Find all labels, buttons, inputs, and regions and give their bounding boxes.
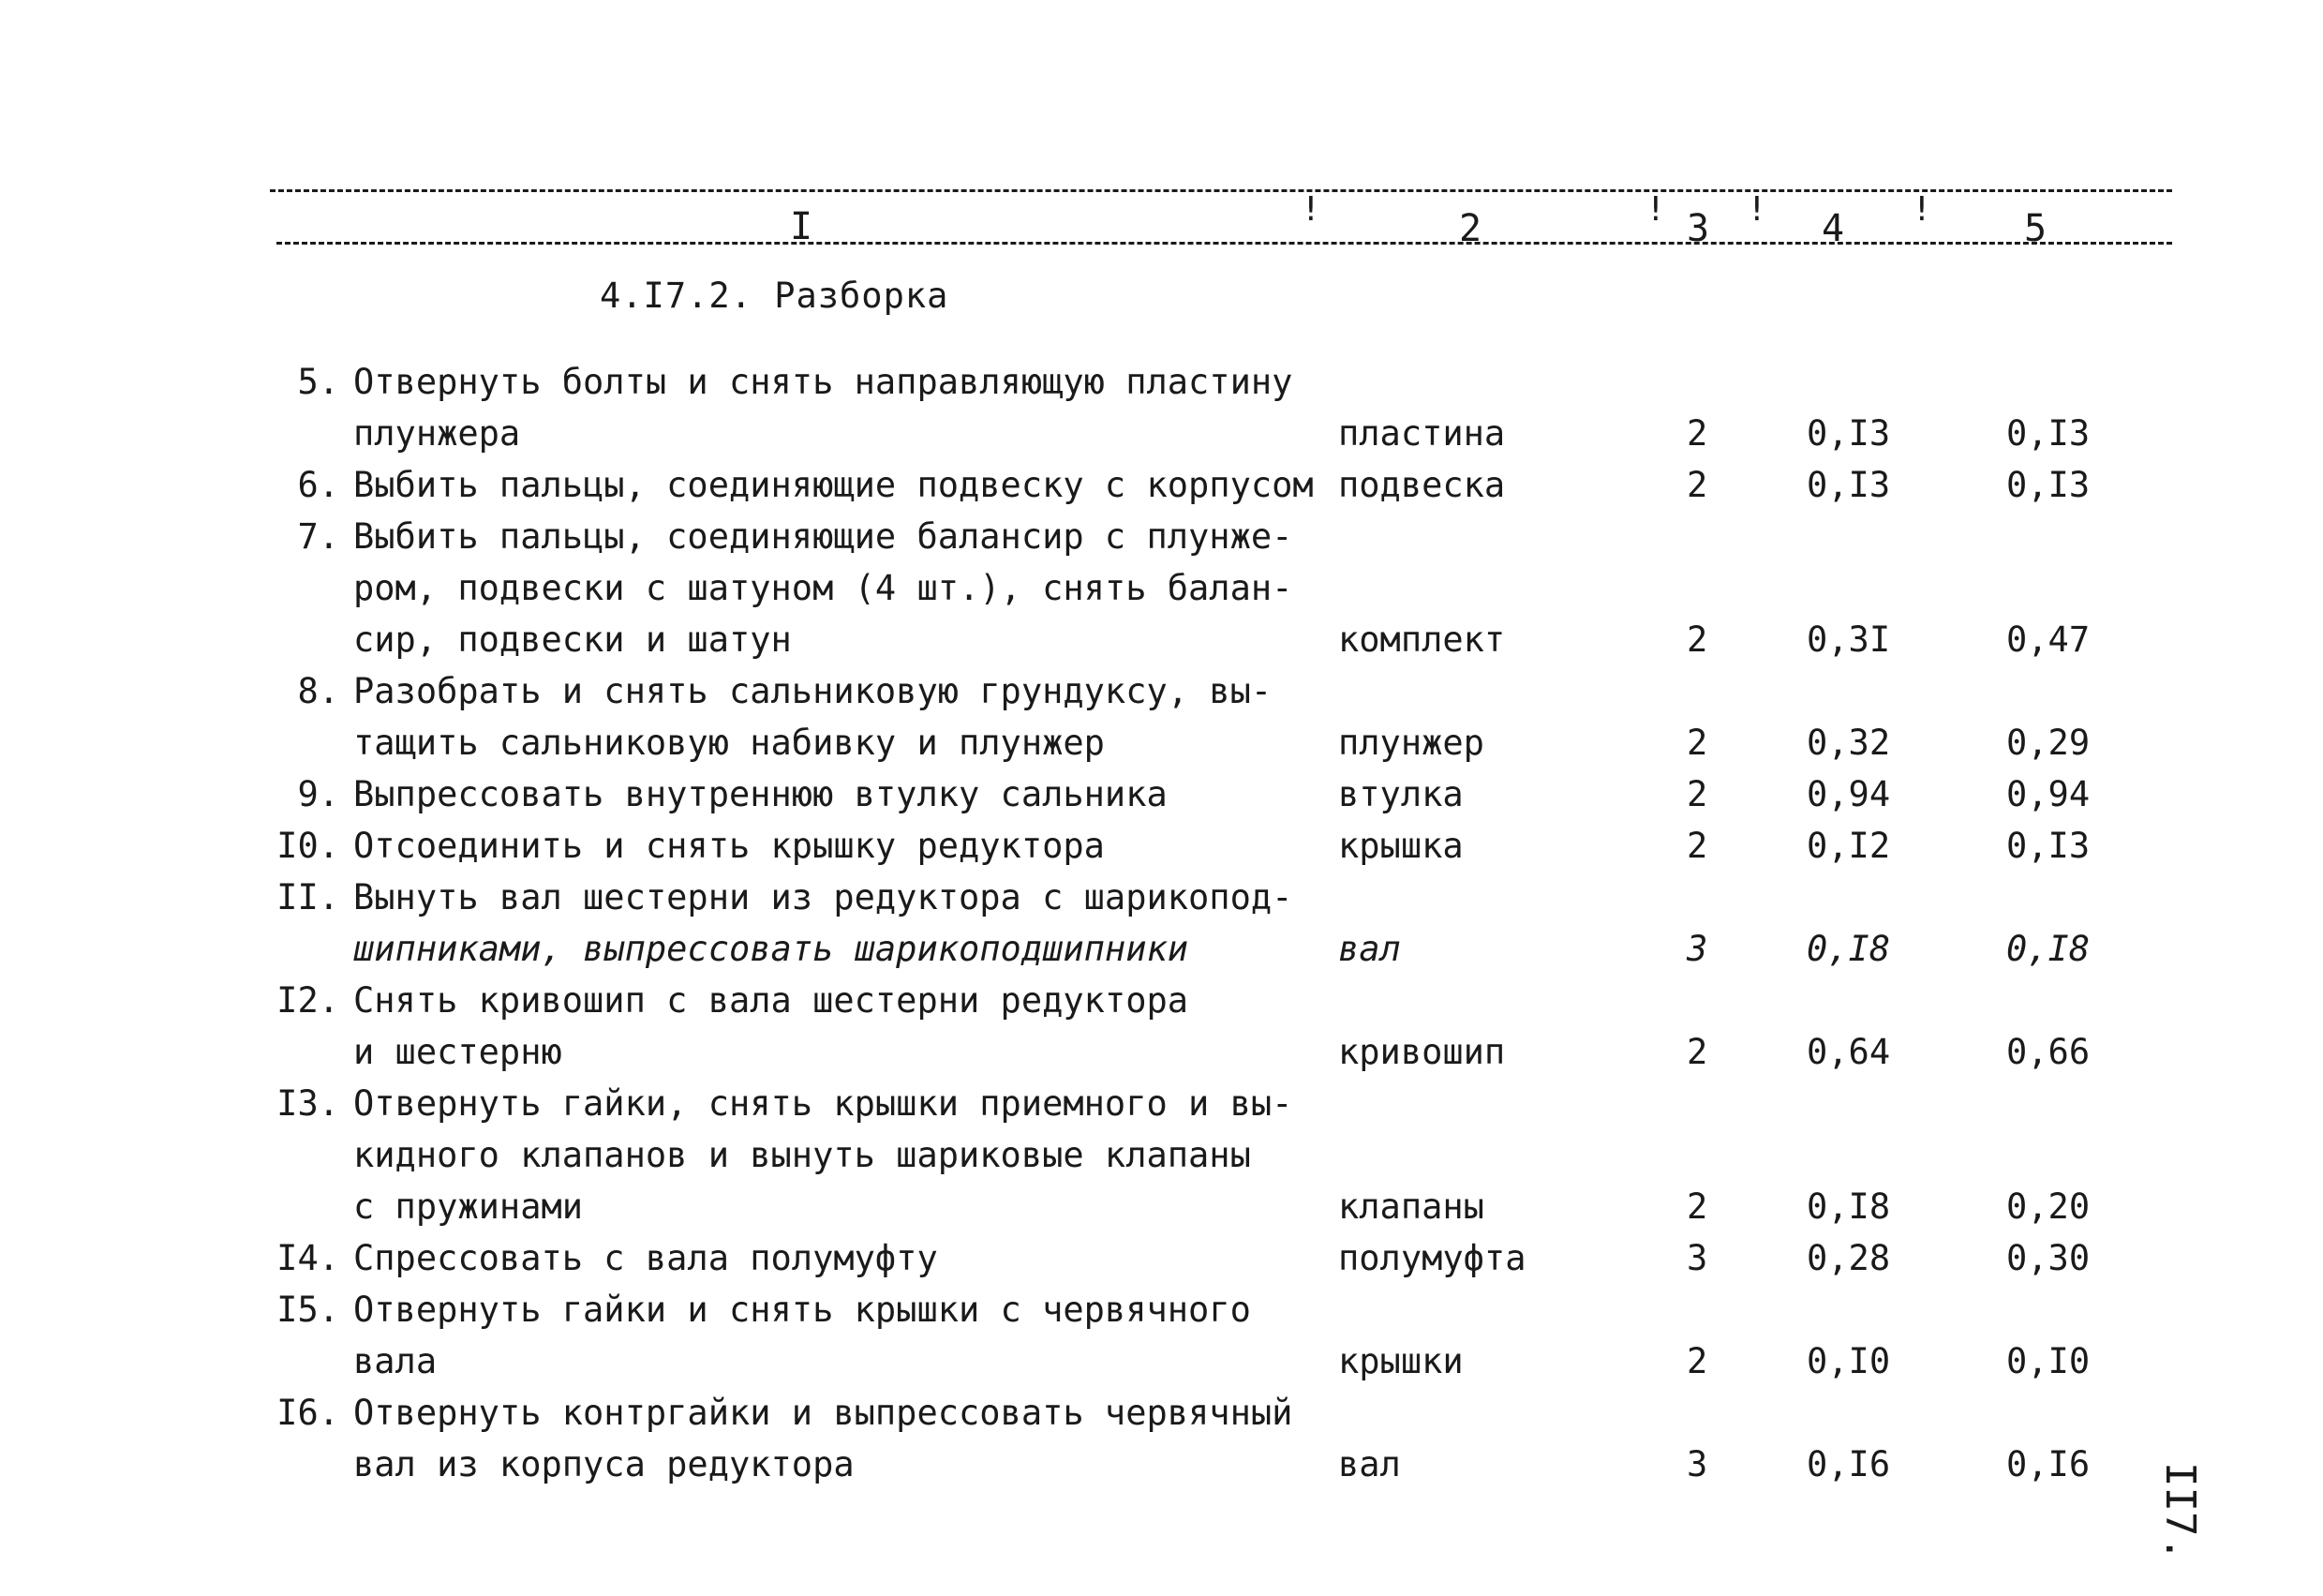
section-title: 4.I7.2. Разборка <box>600 276 949 316</box>
header-separator: ! <box>1645 190 1666 229</box>
list-item <box>0 1439 2323 1490</box>
item-number: I6. <box>276 1393 339 1433</box>
header-col-2: 2 <box>1459 207 1482 250</box>
item-number: 7. <box>297 516 339 557</box>
item-value-5: 0,47 <box>2006 619 2091 660</box>
item-category: 2 <box>1687 619 1708 660</box>
item-category: 2 <box>1687 1186 1708 1227</box>
list-item <box>0 923 2323 975</box>
item-text: Выбить пальцы, соединяющие балансир с плунже- <box>353 516 1293 557</box>
item-number: 9. <box>297 774 339 814</box>
item-text: Спрессовать с вала полумуфту <box>353 1238 938 1278</box>
header-col-3: 3 <box>1687 207 1710 250</box>
item-value-4: 0,I3 <box>1807 413 1891 454</box>
list-item <box>0 1026 2323 1078</box>
item-text: тащить сальниковую набивку и плунжер <box>353 723 1105 763</box>
list-item <box>0 1387 2323 1439</box>
item-object: полумуфта <box>1338 1238 1526 1278</box>
item-text: вала <box>353 1341 438 1381</box>
list-item <box>0 1129 2323 1181</box>
item-object: комплект <box>1338 619 1506 660</box>
item-value-4: 0,I2 <box>1807 826 1891 866</box>
item-object: клапаны <box>1338 1186 1484 1227</box>
list-item <box>0 1078 2323 1129</box>
item-value-4: 0,28 <box>1807 1238 1891 1278</box>
item-category: 3 <box>1687 1238 1708 1278</box>
item-category: 2 <box>1687 774 1708 814</box>
list-item <box>0 459 2323 511</box>
item-object: пластина <box>1338 413 1506 454</box>
item-number: I2. <box>276 980 339 1021</box>
item-object: крышка <box>1338 826 1464 866</box>
item-text: кидного клапанов и вынуть шариковые клапаны <box>353 1135 1251 1175</box>
item-value-5: 0,66 <box>2006 1032 2091 1072</box>
list-item <box>0 1181 2323 1232</box>
item-number: II. <box>276 877 339 917</box>
item-text: Выпрессовать внутреннюю втулку сальника <box>353 774 1168 814</box>
item-text: Снять кривошип с вала шестерни редуктора <box>353 980 1189 1021</box>
item-value-5: 0,I6 <box>2006 1444 2091 1484</box>
item-category: 3 <box>1687 1444 1708 1484</box>
item-value-4: 0,32 <box>1807 723 1891 763</box>
list-item <box>0 511 2323 562</box>
item-value-4: 0,I0 <box>1807 1341 1891 1381</box>
item-value-4: 0,I3 <box>1807 465 1891 505</box>
item-number: 5. <box>297 362 339 402</box>
header-col-5: 5 <box>2024 207 2048 250</box>
item-value-5: 0,29 <box>2006 723 2091 763</box>
list-item <box>0 1284 2323 1335</box>
item-text: Отвернуть гайки и снять крышки с червячного <box>353 1290 1251 1330</box>
item-text: ром, подвески с шатуном (4 шт.), снять балан- <box>353 568 1293 608</box>
item-object: втулка <box>1338 774 1464 814</box>
item-value-5: 0,I3 <box>2006 413 2091 454</box>
item-value-4: 0,I8 <box>1807 1186 1891 1227</box>
list-item <box>0 768 2323 820</box>
list-item <box>0 408 2323 459</box>
item-value-4: 0,I8 <box>1807 929 1891 969</box>
header-bottom-rule <box>276 242 2172 245</box>
item-category: 2 <box>1687 1341 1708 1381</box>
list-item <box>0 1232 2323 1284</box>
item-category: 2 <box>1687 723 1708 763</box>
item-value-5: 0,20 <box>2006 1186 2091 1227</box>
item-text: и шестерню <box>353 1032 562 1072</box>
item-text: Разобрать и снять сальниковую грундуксу, вы- <box>353 671 1273 711</box>
item-number: I0. <box>276 826 339 866</box>
item-text: шипниками, выпрессовать шарикоподшипники <box>353 929 1189 969</box>
item-text: Вынуть вал шестерни из редуктора с шарикопод- <box>353 877 1293 917</box>
header-separator: ! <box>1912 190 1932 229</box>
item-text: Отвернуть контргайки и выпрессовать червячный <box>353 1393 1293 1433</box>
list-item <box>0 665 2323 717</box>
list-item <box>0 872 2323 923</box>
item-value-5: 0,I3 <box>2006 465 2091 505</box>
item-value-5: 0,94 <box>2006 774 2091 814</box>
item-object: вал <box>1338 1444 1401 1484</box>
item-number: I5. <box>276 1290 339 1330</box>
item-text: Отвернуть болты и снять направляющую пластину <box>353 362 1293 402</box>
item-category: 2 <box>1687 465 1708 505</box>
list-item <box>0 1335 2323 1387</box>
item-object: подвеска <box>1338 465 1506 505</box>
header-col-4: 4 <box>1822 207 1845 250</box>
item-value-5: 0,I3 <box>2006 826 2091 866</box>
operations-list <box>0 356 2323 1490</box>
list-item <box>0 717 2323 768</box>
item-number: 6. <box>297 465 339 505</box>
header-separator: ! <box>1301 190 1321 229</box>
item-text: сир, подвески и шатун <box>353 619 792 660</box>
header-separator: ! <box>1747 190 1767 229</box>
item-text: плунжера <box>353 413 521 454</box>
page-number: II7. <box>2156 1462 2204 1561</box>
item-text: вал из корпуса редуктора <box>353 1444 855 1484</box>
item-value-4: 0,I6 <box>1807 1444 1891 1484</box>
item-category: 3 <box>1687 929 1708 969</box>
item-text: Отсоединить и снять крышку редуктора <box>353 826 1105 866</box>
item-text: Выбить пальцы, соединяющие подвеску с корпусом <box>353 465 1314 505</box>
item-object: вал <box>1338 929 1401 969</box>
item-value-4: 0,64 <box>1807 1032 1891 1072</box>
item-value-4: 0,94 <box>1807 774 1891 814</box>
item-object: плунжер <box>1338 723 1484 763</box>
item-category: 2 <box>1687 1032 1708 1072</box>
item-object: кривошип <box>1338 1032 1506 1072</box>
header-top-rule <box>270 189 2172 192</box>
item-value-5: 0,30 <box>2006 1238 2091 1278</box>
list-item <box>0 562 2323 614</box>
item-category: 2 <box>1687 413 1708 454</box>
item-number: I3. <box>276 1083 339 1124</box>
item-text: с пружинами <box>353 1186 584 1227</box>
list-item <box>0 614 2323 665</box>
item-value-4: 0,3I <box>1807 619 1891 660</box>
item-number: I4. <box>276 1238 339 1278</box>
header-col-1: I <box>790 205 813 248</box>
item-object: крышки <box>1338 1341 1464 1381</box>
item-value-5: 0,I0 <box>2006 1341 2091 1381</box>
list-item <box>0 975 2323 1026</box>
item-text: Отвернуть гайки, снять крышки приемного и вы- <box>353 1083 1293 1124</box>
list-item <box>0 356 2323 408</box>
item-value-5: 0,I8 <box>2006 929 2091 969</box>
list-item <box>0 820 2323 872</box>
item-number: 8. <box>297 671 339 711</box>
item-category: 2 <box>1687 826 1708 866</box>
